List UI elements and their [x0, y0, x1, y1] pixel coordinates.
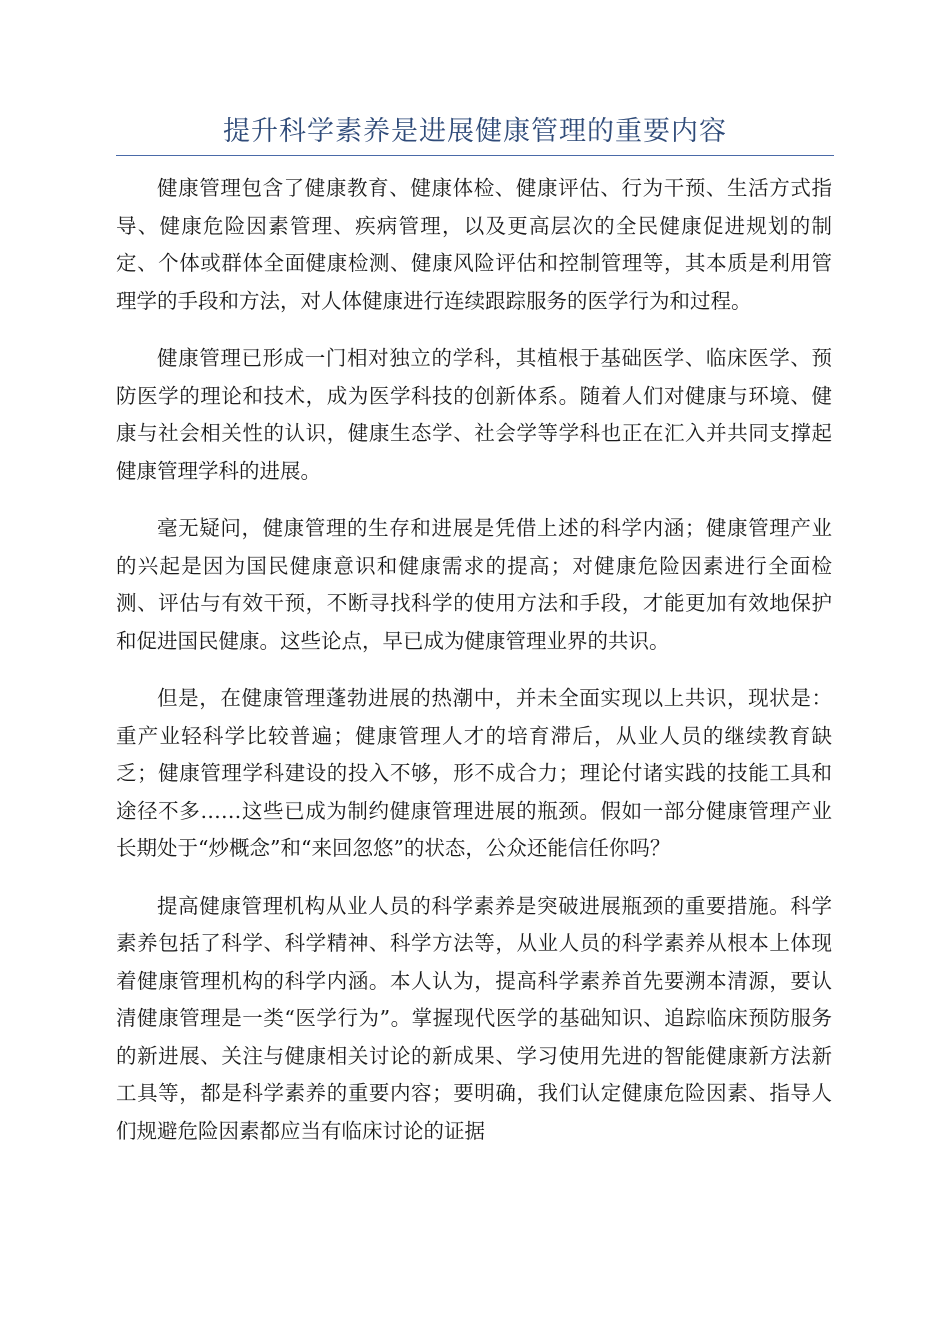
- paragraph-5: 提高健康管理机构从业人员的科学素养是突破进展瓶颈的重要措施。科学素养包括了科学、科学精神、科学方法等，从业人员的科学素养从根本上体现着健康管理机构的科学内涵。本人认为，提高科学素养首先要溯本清源，要认清健康管理是一类“医学行为”。掌握现代医学的基础知识、追踪临床预防服务的新进展、关注与健康相关讨论的新成果、学习使用先进的智能健康新方法新工具等，都是科学素养的重要内容；要明确，我们认定健康危险因素、指导人们规避危险因素都应当有临床讨论的证据: [116, 893, 832, 1143]
- paragraph-3: 毫无疑问，健康管理的生存和进展是凭借上述的科学内涵；健康管理产业的兴起是因为国民健康意识和健康需求的提高；对健康危险因素进行全面检测、评估与有效干预，不断寻找科学的使用方法和手段，才能更加有效地保护和促进国民健康。这些论点，早已成为健康管理业界的共识。: [116, 516, 832, 653]
- paragraph-1: 健康管理包含了健康教育、健康体检、健康评估、行为干预、生活方式指导、健康危险因素管理、疾病管理，以及更高层次的全民健康促进规划的制定、个体或群体全面健康检测、健康风险评估和控制管理等，其本质是利用管理学的手段和方法，对人体健康进行连续跟踪服务的医学行为和过程。: [116, 176, 832, 313]
- paragraph-4: 但是，在健康管理蓬勃进展的热潮中，并未全面实现以上共识，现状是：重产业轻科学比较普遍；健康管理人才的培育滞后，从业人员的继续教育缺乏；健康管理学科建设的投入不够，形不成合力；理论付诸实践的技能工具和途径不多……这些已成为制约健康管理进展的瓶颈。假如一部分健康管理产业长期处于“炒概念”和“来回忽悠”的状态，公众还能信任你吗？: [116, 686, 832, 860]
- document-title: 提升科学素养是进展健康管理的重要内容: [223, 116, 727, 147]
- document-body: [116, 170, 832, 1170]
- title-underline: [116, 155, 834, 156]
- paragraph-2: 健康管理已形成一门相对独立的学科，其植根于基础医学、临床医学、预防医学的理论和技术，成为医学科技的创新体系。随着人们对健康与环境、健康与社会相关性的认识，健康生态学、社会学等学科也正在汇入并共同支撑起健康管理学科的进展。: [116, 346, 832, 483]
